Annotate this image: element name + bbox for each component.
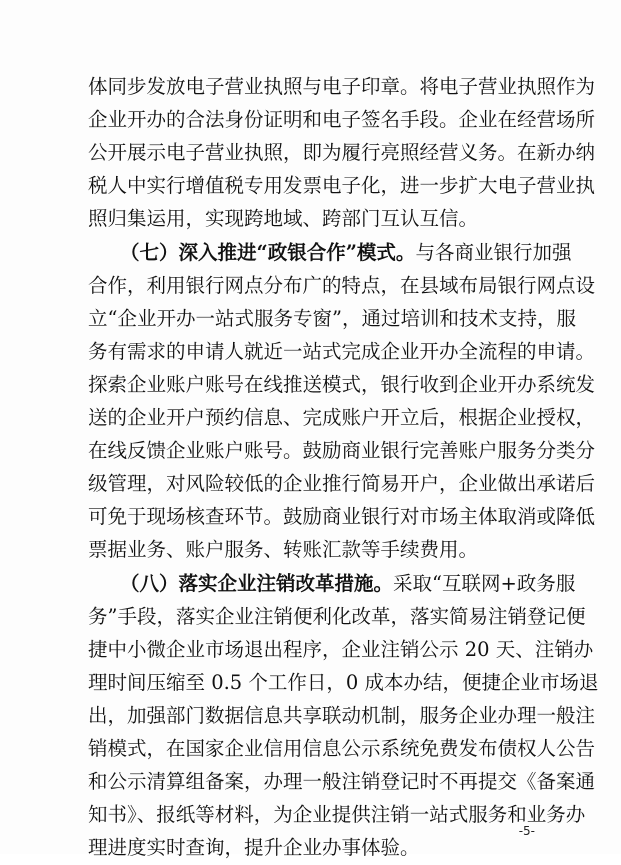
- paragraph-line: 知书》、报纸等材料，为企业提供注销一站式服务和业务办: [88, 803, 586, 826]
- section-7-heading: （七）深入推进“政银合作”模式。: [120, 241, 416, 264]
- paragraph-line: 和公示清算组备案，办理一般注销登记时不再提交《备案通: [88, 770, 596, 793]
- paragraph-line: 探索企业账户账号在线推送模式，银行收到企业开办系统发: [88, 373, 596, 396]
- paragraph-line: 照归集运用，实现跨地域、跨部门互认互信。: [88, 207, 479, 230]
- paragraph-line: 企业开办的合法身份证明和电子签名手段。企业在经营场所: [88, 108, 596, 131]
- section-7-first-line-rest: 与各商业银行加强: [415, 241, 572, 264]
- paragraph-line: 公开展示电子营业执照，即为履行亮照经营义务。在新办纳: [88, 141, 596, 164]
- paragraph-line: 送的企业开户预约信息、完成账户开立后，根据企业授权，: [88, 406, 596, 429]
- paragraph-line: 在线反馈企业账户账号。鼓励商业银行完善账户服务分类分: [88, 439, 596, 462]
- section-8-first-line-rest: 采取“互联网+政务服: [393, 572, 576, 595]
- section-8-first-line: [120, 567, 576, 601]
- page-number: -5-: [518, 824, 535, 838]
- paragraph-line: 务”手段，落实企业注销便利化改革，落实简易注销登记便: [88, 605, 586, 628]
- paragraph-line: 级管理，对风险较低的企业推行简易开户，企业做出承诺后: [88, 472, 596, 495]
- section-7-first-line: [120, 236, 572, 270]
- paragraph-line: 理时间压缩至 0.5 个工作日，0 成本办结，便捷企业市场退: [88, 671, 599, 694]
- paragraph-line: 理进度实时查询，提升企业办事体验。: [88, 836, 420, 859]
- paragraph-line: 立“企业开办一站式服务专窗”，通过培训和技术支持，服: [88, 307, 576, 330]
- paragraph-line: 体同步发放电子营业执照与电子印章。将电子营业执照作为: [88, 75, 596, 98]
- paragraph-line: 务有需求的申请人就近一站式完成企业开办全流程的申请。: [88, 340, 596, 363]
- paragraph-line: 出，加强部门数据信息共享联动机制，服务企业办理一般注: [88, 704, 596, 727]
- paragraph-line: 销模式，在国家企业信用信息公示系统免费发布债权人公告: [88, 737, 596, 760]
- section-8-heading: （八）落实企业注销改革措施。: [120, 572, 394, 595]
- paragraph-line: 税人中实行增值税专用发票电子化，进一步扩大电子营业执: [88, 174, 596, 197]
- paragraph-line: 合作，利用银行网点分布广的特点，在县域布局银行网点设: [88, 274, 596, 297]
- paragraph-line: 可免于现场核查环节。鼓励商业银行对市场主体取消或降低: [88, 505, 596, 528]
- paragraph-line: 捷中小微企业市场退出程序，企业注销公示 20 天、注销办: [88, 638, 594, 661]
- paragraph-line: 票据业务、账户服务、转账汇款等手续费用。: [88, 538, 479, 561]
